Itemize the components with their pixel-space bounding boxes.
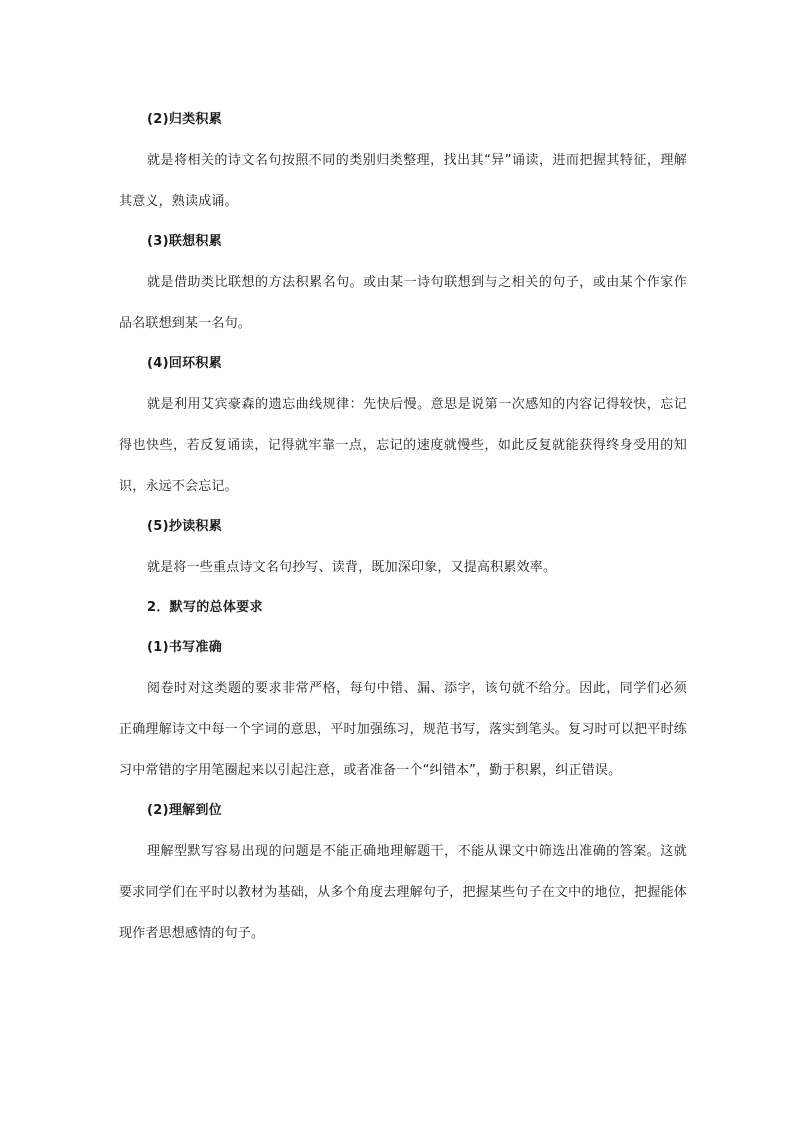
section-heading-review: (4)回环积累 [147,356,223,371]
paragraph-review: 就是利用艾宾豪森的遗忘曲线规律：先快后慢。意思是说第一次感知的内容记得较快，忘记得也快些，若反复诵读，记得就牢靠一点，忘记的速度就慢些，如此反复就能获得终身受用的知识，永远不会忘记。 [119,397,687,494]
paragraph-categorize: 就是将相关的诗文名句按照不同的类别归类整理，找出其“异”诵读，进而把握其特征，理解其意义，熟读成诵。 [119,153,687,209]
paragraph-copying: 就是将一些重点诗文名句抄写、读背，既加深印象，又提高积累效率。 [147,560,557,575]
section-heading-association: (3)联想积累 [147,234,223,249]
section-heading-accurate-writing: (1)书写准确 [147,640,223,655]
section-heading-understanding: (2)理解到位 [147,803,223,818]
section-heading-categorize: (2)归类积累 [147,112,223,127]
paragraph-accurate-writing: 阅卷时对这类题的要求非常严格，每句中错、漏、添字，该句就不给分。因此，同学们必须正确理解诗文中每一个字词的意思，平时加强练习，规范书写，落实到笔头。复习时可以把平时练习中常错的字用笔圈起来以引起注意，或者准备一个“纠错本”，勤于积累，纠正错误。 [119,681,687,778]
section-heading-requirements: 2．默写的总体要求 [147,600,263,615]
paragraph-understanding: 理解型默写容易出现的问题是不能正确地理解题干，不能从课文中筛选出准确的答案。这就要求同学们在平时以教材为基础，从多个角度去理解句子，把握某些句子在文中的地位，把握能体现作者思想感情的句子。 [119,844,687,941]
paragraph-association: 就是借助类比联想的方法积累名句。或由某一诗句联想到与之相关的句子，或由某个作家作品名联想到某一名句。 [119,275,687,331]
document-body [119,100,687,954]
section-heading-copying: (5)抄读积累 [147,519,223,534]
